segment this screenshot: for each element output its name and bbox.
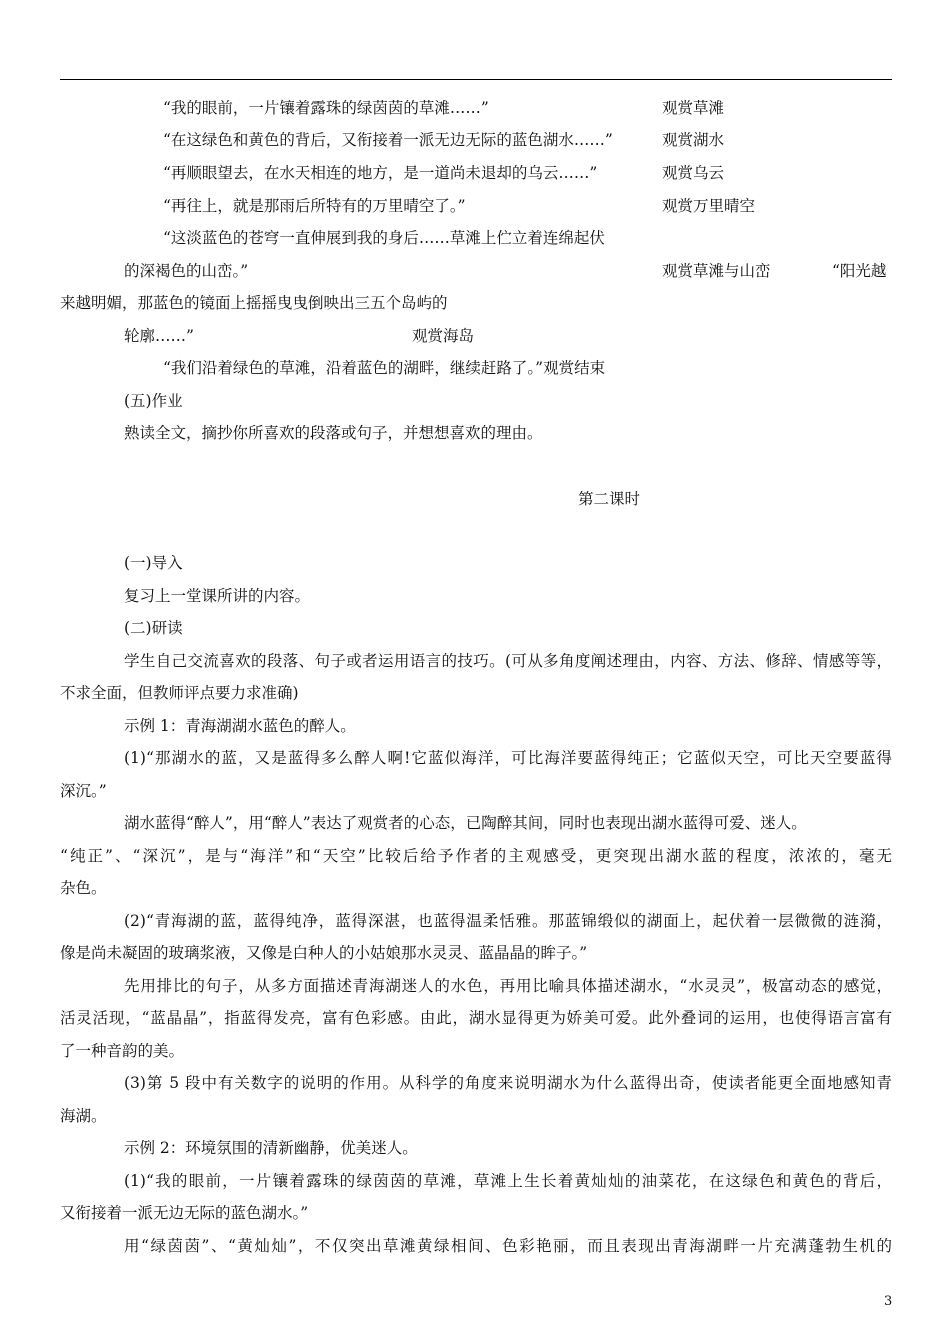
intro-heading: (一)导入 — [124, 554, 183, 572]
e1-analysis2-line1: 先用排比的句子，从多方面描述青海湖迷人的水色，再用比喻具体描述湖水，“水灵灵”，极富动态的感觉， — [124, 977, 892, 995]
e1-analysis2-line3: 了一种音韵的美。 — [60, 1042, 185, 1060]
e2-quote1-line1: (1)“我的眼前，一片镶着露珠的绿茵茵的草滩，草滩上生长着黄灿灿的油菜花，在这绿色和黄色的背后， — [124, 1172, 892, 1190]
lesson-title: 第二课时 — [578, 490, 641, 508]
viewing-label-3: 观赏乌云 — [662, 164, 725, 182]
viewing-quote-3: “再顺眼望去，在水天相连的地方，是一道尚未退却的乌云……” — [163, 164, 598, 182]
viewing-quote-4: “再往上，就是那雨后所特有的万里晴空了。” — [163, 197, 466, 215]
viewing-label-5: 观赏草滩与山峦 — [662, 262, 771, 280]
example2-heading: 示例 2：环境氛围的清新幽静，优美迷人。 — [124, 1139, 418, 1157]
intro-text: 复习上一堂课所讲的内容。 — [124, 587, 311, 605]
e1-quote3-line1: (3)第 5 段中有关数字的说明的作用。从科学的角度来说明湖水为什么蓝得出奇，使读者能更全面地感知青 — [124, 1074, 892, 1092]
e1-analysis2-line2: 活灵活现，“蓝晶晶”，指蓝得发亮，富有色彩感。由此，湖水显得更为娇美可爱。此外叠词的运用，也使得语言富有 — [60, 1009, 892, 1027]
e1-analysis1-line2: “纯正”、“深沉”，是与“海洋”和“天空”比较后给予作者的主观感受，更突现出湖水蓝的程度，浓浓的，毫无 — [60, 847, 892, 865]
study-paragraph-line2: 不求全面，但教师评点要力求准确) — [60, 684, 299, 702]
viewing-label-1: 观赏草滩 — [662, 99, 725, 117]
example1-heading: 示例 1：青海湖湖水蓝色的醉人。 — [124, 717, 356, 735]
e1-quote2-line1: (2)“青海湖的蓝，蓝得纯净，蓝得深湛，也蓝得温柔恬雅。那蓝锦缎似的湖面上，起伏着一层微微的涟漪， — [124, 912, 892, 930]
e2-quote1-line2: 又衔接着一派无边无际的蓝色湖水。” — [60, 1204, 309, 1222]
e1-analysis1-line3: 杂色。 — [60, 879, 107, 897]
viewing-quote-1: “我的眼前，一片镶着露珠的绿茵茵的草滩……” — [163, 99, 489, 117]
viewing-quote-2: “在这绿色和黄色的背后，又衔接着一派无边无际的蓝色湖水……” — [163, 131, 613, 149]
viewing-quote-6-start: “阳光越 — [832, 262, 887, 280]
header-rule — [60, 79, 892, 80]
viewing-label-4: 观赏万里晴空 — [662, 197, 756, 215]
e1-analysis1-line1: 湖水蓝得“醉人”，用“醉人”表达了观赏者的心态，已陶醉其间，同时也表现出湖水蓝得可爱、迷人。 — [124, 814, 807, 832]
viewing-label-6: 观赏海岛 — [412, 327, 475, 345]
page-number: 3 — [884, 1294, 893, 1309]
viewing-quote-5-line1: “这淡蓝色的苍穹一直伸展到我的身后……草滩上伫立着连绵起伏 — [163, 229, 605, 247]
viewing-quote-5-line2: 的深褐色的山峦。” — [124, 262, 249, 280]
e1-quote1-line2: 深沉。” — [60, 782, 107, 800]
homework-text: 熟读全文，摘抄你所喜欢的段落或句子，并想想喜欢的理由。 — [124, 424, 543, 442]
e1-quote2-line2: 像是尚未凝固的玻璃浆液，又像是白种人的小姑娘那水灵灵、蓝晶晶的眸子。” — [60, 944, 588, 962]
viewing-quote-7: “我们沿着绿色的草滩，沿着蓝色的湖畔，继续赶路了。”观赏结束 — [163, 359, 606, 377]
e1-quote1-line1: (1)“那湖水的蓝，又是蓝得多么醉人啊!它蓝似海洋，可比海洋要蓝得纯正；它蓝似天空，可比天空要蓝得 — [124, 749, 892, 767]
viewing-label-2: 观赏湖水 — [662, 131, 725, 149]
viewing-quote-6-line2: 轮廓……” — [124, 327, 194, 345]
e1-quote3-line2: 海湖。 — [60, 1107, 107, 1125]
e2-analysis1-line1: 用“绿茵茵”、“黄灿灿”，不仅突出草滩黄绿相间、色彩艳丽，而且表现出青海湖畔一片充满蓬勃生机的 — [124, 1237, 892, 1255]
viewing-quote-6-line1: 来越明媚，那蓝色的镜面上摇摇曳曳倒映出三五个岛屿的 — [60, 294, 448, 312]
homework-heading: (五)作业 — [124, 392, 183, 410]
study-paragraph-line1: 学生自己交流喜欢的段落、句子或者运用语言的技巧。(可从多角度阐述理由，内容、方法、修辞、情感等等， — [124, 652, 892, 670]
study-heading: (二)研读 — [124, 619, 183, 637]
